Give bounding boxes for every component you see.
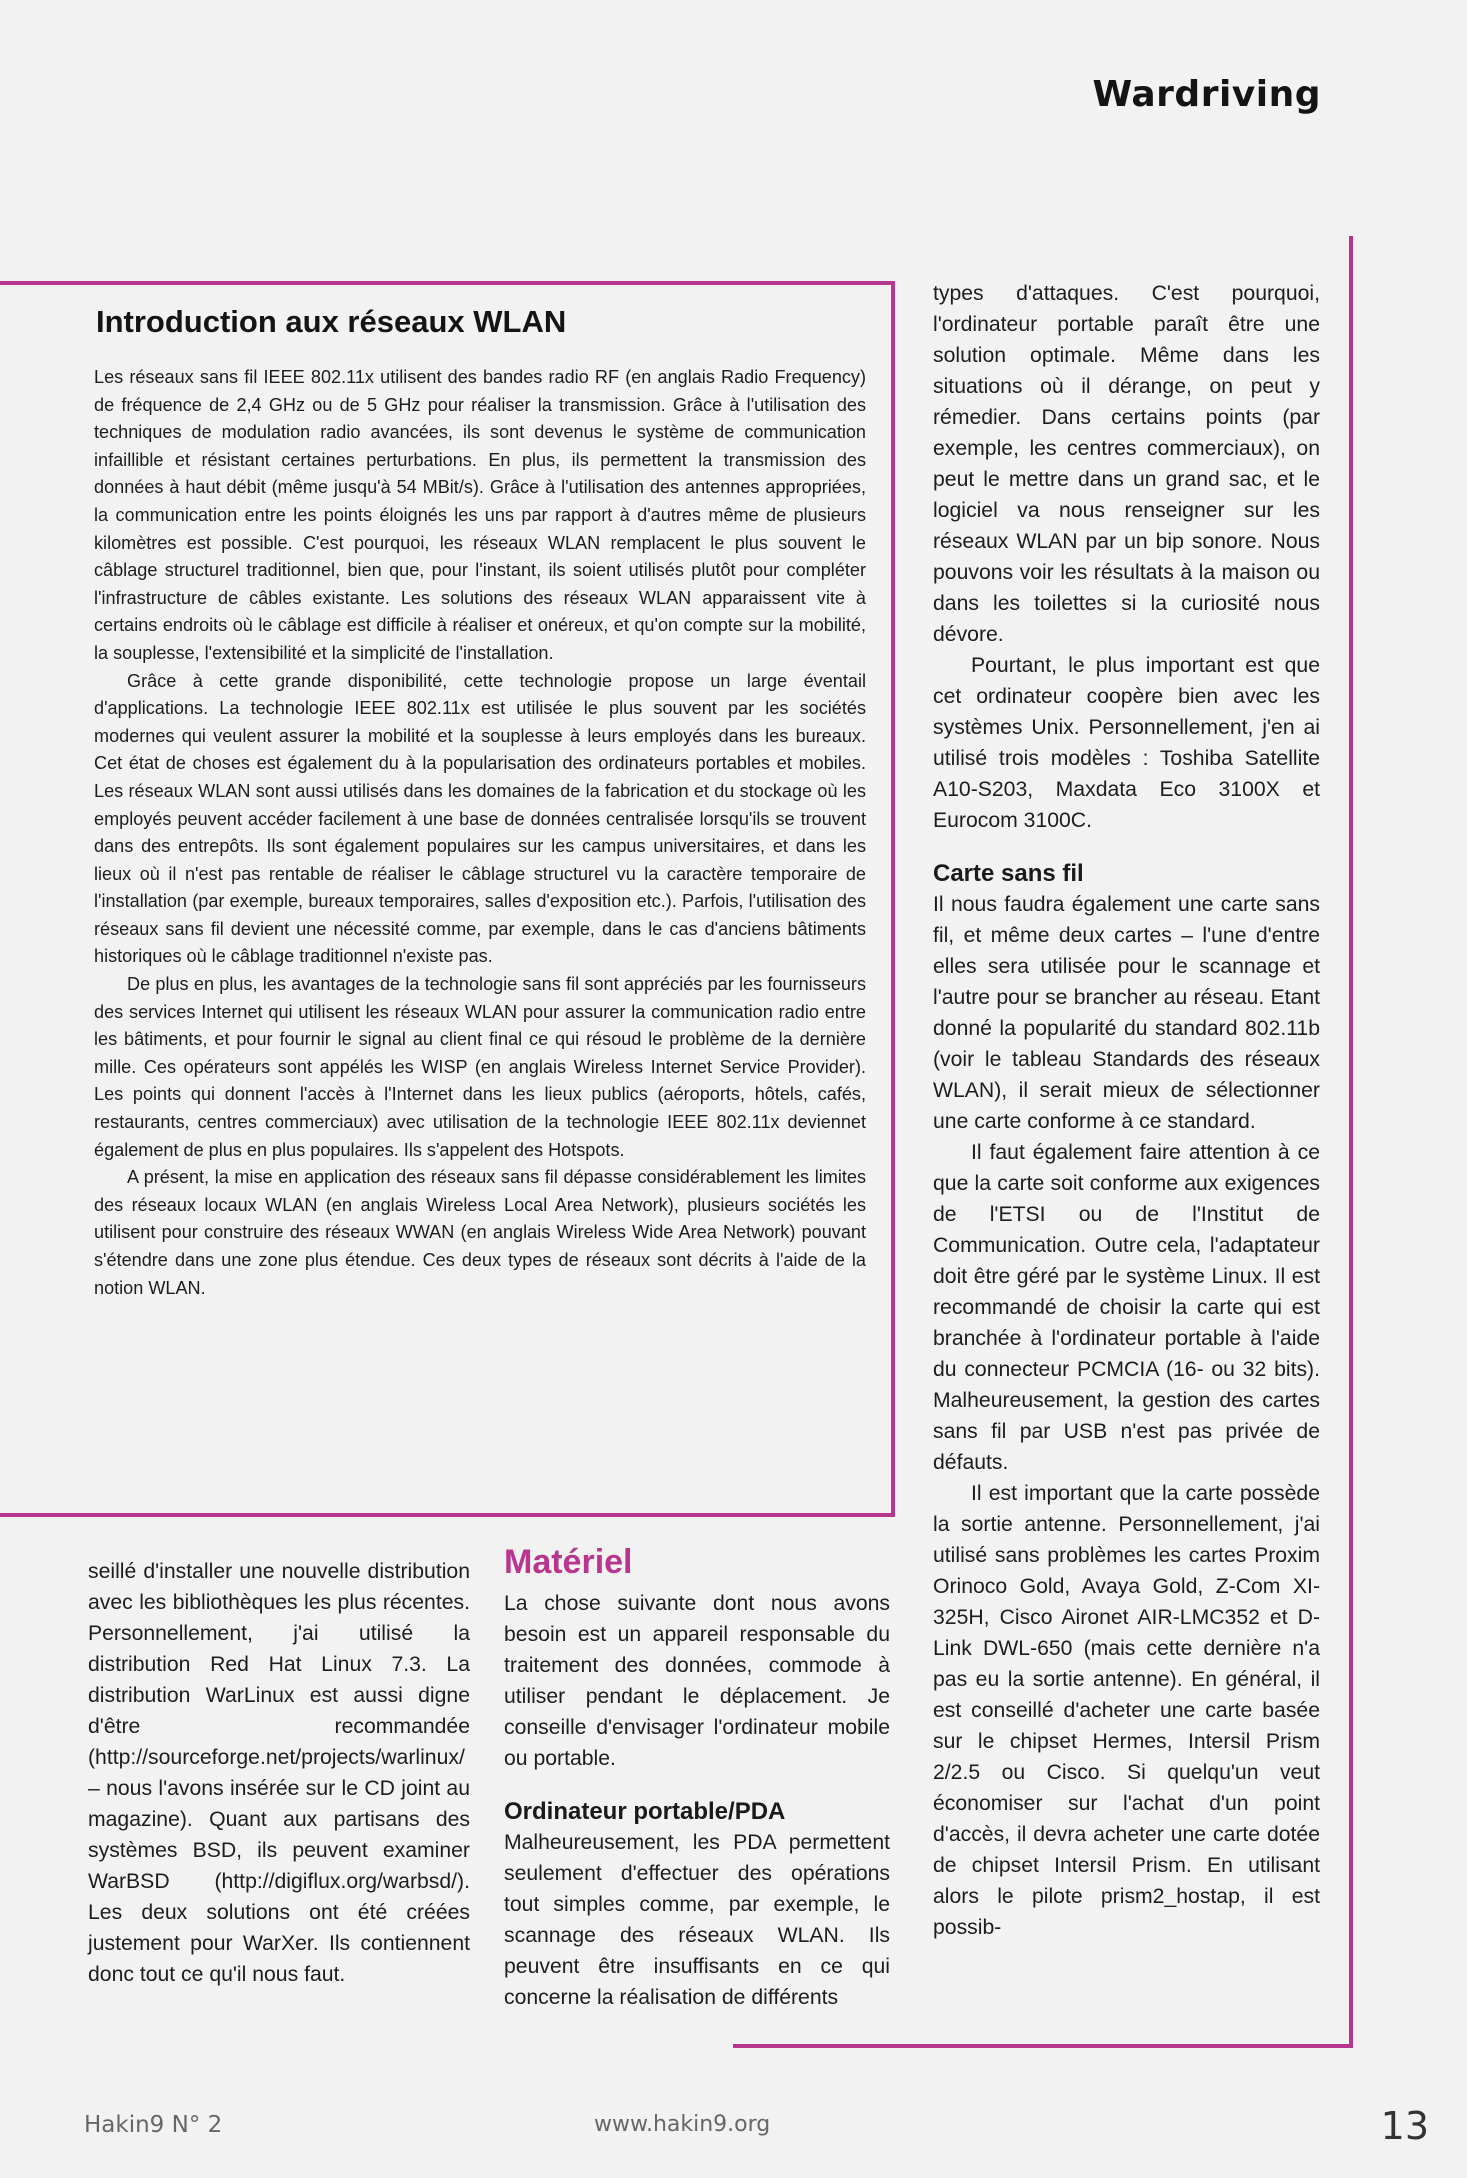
frame-line-right-vertical	[1349, 236, 1353, 2048]
left-column	[88, 1556, 470, 1990]
laptop-pda-paragraph: Malheureusement, les PDA permettent seulement d'effectuer des opérations tout simples comme, par exemple, le scannage des réseaux WLAN. Ils peuvent être insuffisants en ce qui concerne la réalisation de différents	[504, 1831, 890, 2009]
frame-line-box-top	[0, 281, 895, 285]
middle-column	[504, 1542, 890, 2013]
intro-paragraph-3: De plus en plus, les avantages de la technologie sans fil sont appréciés par les fournisseurs des services Internet qui utilisent les réseaux WLAN pour assurer la communication radio entre les bâtiments, et pour fournir le signal au client final ce qui résoud le problème de la dernière mille. Ces opérateurs sont appélés les WISP (en anglais Wireless Internet Service Provider). Les points qui donnent l'accès à l'Internet dans les lieux publics (aéroports, hôtels, cafés, restaurants, centres commerciaux) avec utilisation de la technologie IEEE 802.11x deviennet également de plus en plus populaires. Ils s'appelent des Hotspots.	[94, 974, 866, 1160]
frame-line-bottom	[733, 2044, 1353, 2048]
left-column-paragraph: seillé d'installer une nouvelle distribution avec les bibliothèques les plus récentes. Personnellement, j'ai utilisé la distribution Red Hat Linux 7.3. La distribution WarLinux est aussi digne d'être recommandée (http://sourceforge.net/projects/warlinux/ – nous l'avons insérée sur le CD joint au magazine). Quant aux partisans des systèmes BSD, ils peuvent examiner WarBSD (http://digiflux.org/warbsd/). Les deux solutions ont été créées justement pour WarXer. Ils contiennent donc tout ce qu'il nous faut.	[88, 1560, 470, 1986]
materiel-heading: Matériel	[504, 1543, 633, 1581]
intro-box-title: Introduction aux réseaux WLAN	[96, 304, 567, 339]
page-number: 13	[1380, 2104, 1429, 2148]
materiel-intro: La chose suivante dont nous avons besoin est un appareil responsable du traitement des données, commode à utiliser pendant le déplacement. Je conseille d'envisager l'ordinateur mobile ou portable.	[504, 1592, 890, 1770]
intro-paragraph-4: A présent, la mise en application des réseaux sans fil dépasse considérablement les limites des réseaux locaux WLAN (en anglais Wireless Local Area Network), plusieurs sociétés les utilisent pour construire des réseaux WWAN (en anglais Wireless Wide Area Network) pouvant s'étendre dans une zone plus étendue. Ces deux types de réseaux sont décrits à l'aide de la notion WLAN.	[94, 1167, 866, 1298]
section-title: Wardriving	[1092, 74, 1321, 115]
frame-line-box-right	[891, 281, 895, 1517]
right-paragraph-4: Il faut également faire attention à ce que la carte soit conforme aux exigences de l'ETSI ou de l'Institut de Communication. Outre cela, l'adaptateur doit être géré par le système Linux. Il est recommandé de choisir la carte qui est branchée à l'ordinateur portable à l'aide du connecteur PCMCIA (16- ou 32 bits). Malheureusement, la gestion des cartes sans fil par USB n'est pas privée de défauts.	[933, 1141, 1320, 1474]
intro-paragraph-1: Les réseaux sans fil IEEE 802.11x utilisent des bandes radio RF (en anglais Radio Frequency) de fréquence de 2,4 GHz ou de 5 GHz pour réaliser la transmission. Grâce à l'utilisation des techniques de modulation radio avancées, ils sont devenus le système de communication infaillible et résistant certaines perturbations. En plus, ils permettent la transmission des données à haut débit (même jusqu'à 54 MBit/s). Grâce à l'utilisation des antennes appropriées, la communication entre les points éloignés les uns par rapport à d'autres même de plusieurs kilomètres est possible. C'est pourquoi, les réseaux WLAN remplacent le plus souvent le câblage structurel traditionnel, bien que, pour l'instant, ils soient utilisés plutôt pour compléter l'infrastructure de câbles existante. Les solutions des réseaux WLAN apparaissent vite à certains endroits où le câblage est difficile à réaliser et onéreux, et qu'on compte sur la mobilité, la souplesse, l'extensibilité et la simplicité de l'installation.	[94, 367, 866, 663]
wireless-card-heading: Carte sans fil	[933, 860, 1084, 887]
footer-url[interactable]: www.hakin9.org	[594, 2112, 771, 2137]
right-paragraph-2: Pourtant, le plus important est que cet ordinateur coopère bien avec les systèmes Unix. Personnellement, j'en ai utilisé trois modèles : Toshiba Satellite A10-S203, Maxdata Eco 3100X et Eurocom 3100C.	[933, 654, 1320, 832]
right-column	[933, 278, 1320, 1943]
right-paragraph-1: types d'attaques. C'est pourquoi, l'ordinateur portable paraît être une solution optimale. Même dans les situations où il dérange, on peut y rémedier. Dans certains points (par exemple, les centres commerciaux), on peut le mettre dans un grand sac, et le logiciel va nous renseigner sur les réseaux WLAN par un bip sonore. Nous pouvons voir les résultats à la maison ou dans les toilettes si la curiosité nous dévore.	[933, 282, 1320, 646]
intro-box-text	[94, 364, 866, 1302]
frame-line-box-bottom	[0, 1513, 895, 1517]
right-paragraph-3: Il nous faudra également une carte sans fil, et même deux cartes – l'une d'entre elles sera utilisée pour le scannage et l'autre pour se brancher au réseau. Etant donné la popularité du standard 802.11b (voir le tableau Standards des réseaux WLAN), il serait mieux de sélectionner une carte conforme à ce standard.	[933, 893, 1320, 1133]
footer-issue: Hakin9 N° 2	[84, 2112, 223, 2138]
intro-paragraph-2: Grâce à cette grande disponibilité, cette technologie propose un large éventail d'applications. La technologie IEEE 802.11x est utilisée le plus souvent par les sociétés modernes qui veulent assurer la mobilité et la souplesse à leurs employés dans les bureaux. Cet état de choses est également du à la popularisation des ordinateurs portables et mobiles. Les réseaux WLAN sont aussi utilisés dans les domaines de la fabrication et du stockage où les employés peuvent accéder facilement à une base de données centralisée lorsqu'ils se trouvent dans des entrepôts. Ils sont également populaires sur les campus universitaires, et dans les lieux où il n'est pas rentable de réaliser le câblage structurel vu la caractère temporaire de l'installation (par exemple, bureaux temporaires, salles d'exposition etc.). Parfois, l'utilisation des réseaux sans fil devient une nécessité comme, par exemple, dans le cas d'anciens bâtiments historiques où le câblage traditionnel n'existe pas.	[94, 670, 866, 967]
right-paragraph-5: Il est important que la carte possède la sortie antenne. Personnellement, j'ai utilisé sans problèmes les cartes Proxim Orinoco Gold, Avaya Gold, Z-Com XI-325H, Cisco Aironet AIR-LMC352 et D-Link DWL-650 (mais cette dernière n'a pas eu la sortie antenne). En général, il est conseillé d'acheter une carte basée sur le chipset Hermes, Intersil Prism 2/2.5 ou Cisco. Si quelqu'un veut économiser sur l'achat d'un point d'accès, il devra acheter une carte dotée de chipset Intersil Prism. En utilisant alors le pilote prism2_hostap, il est possib-	[933, 1482, 1320, 1939]
laptop-pda-heading: Ordinateur portable/PDA	[504, 1798, 786, 1825]
